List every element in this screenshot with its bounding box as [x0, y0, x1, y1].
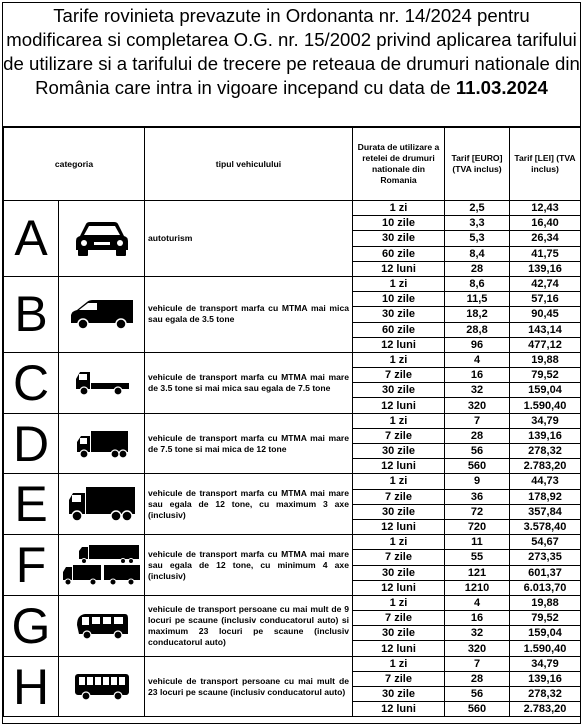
tariff-lei-cell: 3.578,40 — [510, 519, 581, 534]
vehicle-description: vehicule de transport marfa cu MTMA mai mare de 7.5 tone si mai mica de 12 tone — [145, 413, 353, 474]
header-categoria: categoria — [4, 128, 145, 201]
tariff-euro-cell: 28 — [445, 671, 510, 686]
tariff-lei-cell: 19,88 — [510, 595, 581, 610]
duration-cell: 30 zile — [353, 687, 445, 702]
duration-cell: 30 zile — [353, 307, 445, 322]
tariff-euro-cell: 56 — [445, 444, 510, 459]
tariff-euro-cell: 36 — [445, 489, 510, 504]
tariff-lei-cell: 357,84 — [510, 504, 581, 519]
heavy-truck-icon — [59, 474, 145, 535]
tariff-lei-cell: 26,34 — [510, 231, 581, 246]
tariff-euro-cell: 720 — [445, 519, 510, 534]
tariff-euro-cell: 5,3 — [445, 231, 510, 246]
duration-cell: 12 luni — [353, 459, 445, 474]
tariff-row — [4, 201, 581, 216]
tariff-lei-cell: 139,16 — [510, 428, 581, 443]
duration-cell: 1 zi — [353, 474, 445, 489]
tariff-lei-cell: 1.590,40 — [510, 398, 581, 413]
vehicle-description: vehicule de transport marfa cu MTMA mai mare de 3.5 tone si mai mica sau egala de 7.5 tone — [145, 352, 353, 413]
tariff-lei-cell: 34,79 — [510, 656, 581, 671]
duration-cell: 12 luni — [353, 519, 445, 534]
bus-icon — [59, 656, 145, 717]
duration-cell: 1 zi — [353, 352, 445, 367]
tariff-euro-cell: 121 — [445, 565, 510, 580]
vehicle-description: autoturism — [145, 201, 353, 277]
duration-cell: 1 zi — [353, 656, 445, 671]
tariff-euro-cell: 28 — [445, 261, 510, 276]
tariff-euro-cell: 11 — [445, 535, 510, 550]
header-durata: Durata de utilizare a retelei de drumuri nationale din Romania — [353, 128, 445, 201]
duration-cell: 7 zile — [353, 550, 445, 565]
header-euro: Tarif [EURO] (TVA inclus) — [445, 128, 510, 201]
vehicle-description: vehicule de transport marfa cu MTMA mai mare sau egala de 12 tone, cu minimum 4 axe (inclusiv) — [145, 535, 353, 596]
tariff-euro-cell: 28 — [445, 428, 510, 443]
header-row — [4, 128, 581, 201]
tariff-euro-cell: 320 — [445, 641, 510, 656]
category-letter: F — [4, 535, 59, 596]
tariff-row — [4, 352, 581, 367]
tariff-lei-cell: 273,35 — [510, 550, 581, 565]
duration-cell: 12 luni — [353, 702, 445, 717]
title-text: Tarife rovinieta prevazute in Ordonanta nr. 14/2024 pentru modificarea si completarea O.G. nr. 15/2002 privind aplicarea tarifului de utilizare si a tarifului de trecere pe reteaua de drumuri nationale din România care intra in vigoare incepand cu data de — [3, 5, 580, 98]
tariff-euro-cell: 18,2 — [445, 307, 510, 322]
tariff-lei-cell: 278,32 — [510, 444, 581, 459]
duration-cell: 10 zile — [353, 292, 445, 307]
tariff-lei-cell: 159,04 — [510, 383, 581, 398]
tariff-lei-cell: 2.783,20 — [510, 702, 581, 717]
vehicle-description: vehicule de transport persoane cu mai mult de 23 locuri pe scaune (inclusiv conducatorul auto) — [145, 656, 353, 717]
tariff-euro-cell: 16 — [445, 611, 510, 626]
tariff-lei-cell: 601,37 — [510, 565, 581, 580]
rovinieta-document — [2, 2, 581, 724]
tariff-euro-cell: 28,8 — [445, 322, 510, 337]
tariff-lei-cell: 44,73 — [510, 474, 581, 489]
tariff-lei-cell: 90,45 — [510, 307, 581, 322]
tariff-lei-cell: 57,16 — [510, 292, 581, 307]
vehicle-description: vehicule de transport marfa cu MTMA mai mare sau egala de 12 tone, cu maximum 3 axe (inclusiv) — [145, 474, 353, 535]
category-letter: C — [4, 352, 59, 413]
tariff-euro-cell: 32 — [445, 383, 510, 398]
tariff-euro-cell: 4 — [445, 595, 510, 610]
duration-cell: 12 luni — [353, 261, 445, 276]
tariff-lei-cell: 178,92 — [510, 489, 581, 504]
tariff-euro-cell: 560 — [445, 702, 510, 717]
tariff-lei-cell: 42,74 — [510, 276, 581, 291]
tariff-euro-cell: 8,4 — [445, 246, 510, 261]
duration-cell: 1 zi — [353, 595, 445, 610]
tariff-row — [4, 595, 581, 610]
tariff-lei-cell: 41,75 — [510, 246, 581, 261]
tariff-euro-cell: 72 — [445, 504, 510, 519]
tariff-lei-cell: 6.013,70 — [510, 580, 581, 595]
vehicle-description: vehicule de transport marfa cu MTMA mai mica sau egala de 3.5 tone — [145, 276, 353, 352]
tariff-body — [4, 201, 581, 717]
tariff-lei-cell: 54,67 — [510, 535, 581, 550]
duration-cell: 7 zile — [353, 611, 445, 626]
tariff-lei-cell: 159,04 — [510, 626, 581, 641]
duration-cell: 12 luni — [353, 641, 445, 656]
category-letter: G — [4, 595, 59, 656]
tariff-euro-cell: 3,3 — [445, 216, 510, 231]
tariff-row — [4, 656, 581, 671]
duration-cell: 12 luni — [353, 398, 445, 413]
minibus-icon — [59, 595, 145, 656]
flatbed-truck-icon — [59, 352, 145, 413]
tariff-lei-cell: 79,52 — [510, 368, 581, 383]
duration-cell: 30 zile — [353, 383, 445, 398]
header-lei: Tarif [LEI] (TVA inclus) — [510, 128, 581, 201]
category-letter: D — [4, 413, 59, 474]
duration-cell: 7 zile — [353, 368, 445, 383]
header-tipul: tipul vehiculului — [145, 128, 353, 201]
tariff-lei-cell: 139,16 — [510, 261, 581, 276]
category-letter: A — [4, 201, 59, 277]
duration-cell: 7 zile — [353, 671, 445, 686]
category-letter: E — [4, 474, 59, 535]
tariff-euro-cell: 16 — [445, 368, 510, 383]
tariff-euro-cell: 56 — [445, 687, 510, 702]
tariff-lei-cell: 19,88 — [510, 352, 581, 367]
tariff-row — [4, 276, 581, 291]
tariff-table — [3, 127, 581, 717]
duration-cell: 12 luni — [353, 337, 445, 352]
tariff-euro-cell: 55 — [445, 550, 510, 565]
tariff-lei-cell: 1.590,40 — [510, 641, 581, 656]
tariff-euro-cell: 560 — [445, 459, 510, 474]
tariff-lei-cell: 139,16 — [510, 671, 581, 686]
duration-cell: 1 zi — [353, 201, 445, 216]
tariff-lei-cell: 2.783,20 — [510, 459, 581, 474]
car-icon — [59, 201, 145, 277]
duration-cell: 30 zile — [353, 565, 445, 580]
tariff-euro-cell: 9 — [445, 474, 510, 489]
duration-cell: 12 luni — [353, 580, 445, 595]
duration-cell: 30 zile — [353, 504, 445, 519]
duration-cell: 7 zile — [353, 489, 445, 504]
duration-cell: 30 zile — [353, 444, 445, 459]
tariff-lei-cell: 477,12 — [510, 337, 581, 352]
duration-cell: 1 zi — [353, 413, 445, 428]
duration-cell: 10 zile — [353, 216, 445, 231]
tariff-lei-cell: 12,43 — [510, 201, 581, 216]
tariff-euro-cell: 32 — [445, 626, 510, 641]
tariff-euro-cell: 2,5 — [445, 201, 510, 216]
duration-cell: 30 zile — [353, 231, 445, 246]
tariff-euro-cell: 11,5 — [445, 292, 510, 307]
tariff-lei-cell: 79,52 — [510, 611, 581, 626]
tariff-row — [4, 474, 581, 489]
duration-cell: 1 zi — [353, 276, 445, 291]
tariff-lei-cell: 34,79 — [510, 413, 581, 428]
category-letter: B — [4, 276, 59, 352]
duration-cell: 1 zi — [353, 535, 445, 550]
document-title — [3, 3, 580, 127]
duration-cell: 60 zile — [353, 246, 445, 261]
category-letter: H — [4, 656, 59, 717]
vehicle-description: vehicule de transport persoane cu mai mult de 9 locuri pe scaune (inclusiv conducatorul auto) si maximum 23 locuri pe scaune (inclusiv conducatorul auto) — [145, 595, 353, 656]
duration-cell: 60 zile — [353, 322, 445, 337]
tariff-lei-cell: 278,32 — [510, 687, 581, 702]
duration-cell: 7 zile — [353, 428, 445, 443]
tariff-euro-cell: 7 — [445, 413, 510, 428]
title-date: 11.03.2024 — [455, 77, 548, 98]
tariff-row — [4, 413, 581, 428]
tariff-euro-cell: 4 — [445, 352, 510, 367]
tariff-euro-cell: 96 — [445, 337, 510, 352]
van-icon — [59, 276, 145, 352]
tariff-euro-cell: 7 — [445, 656, 510, 671]
tariff-euro-cell: 320 — [445, 398, 510, 413]
duration-cell: 30 zile — [353, 626, 445, 641]
tariff-lei-cell: 143,14 — [510, 322, 581, 337]
tariff-lei-cell: 16,40 — [510, 216, 581, 231]
tariff-euro-cell: 1210 — [445, 580, 510, 595]
trucks-trailer-icon — [59, 535, 145, 596]
box-truck-icon — [59, 413, 145, 474]
tariff-euro-cell: 8,6 — [445, 276, 510, 291]
tariff-row — [4, 535, 581, 550]
